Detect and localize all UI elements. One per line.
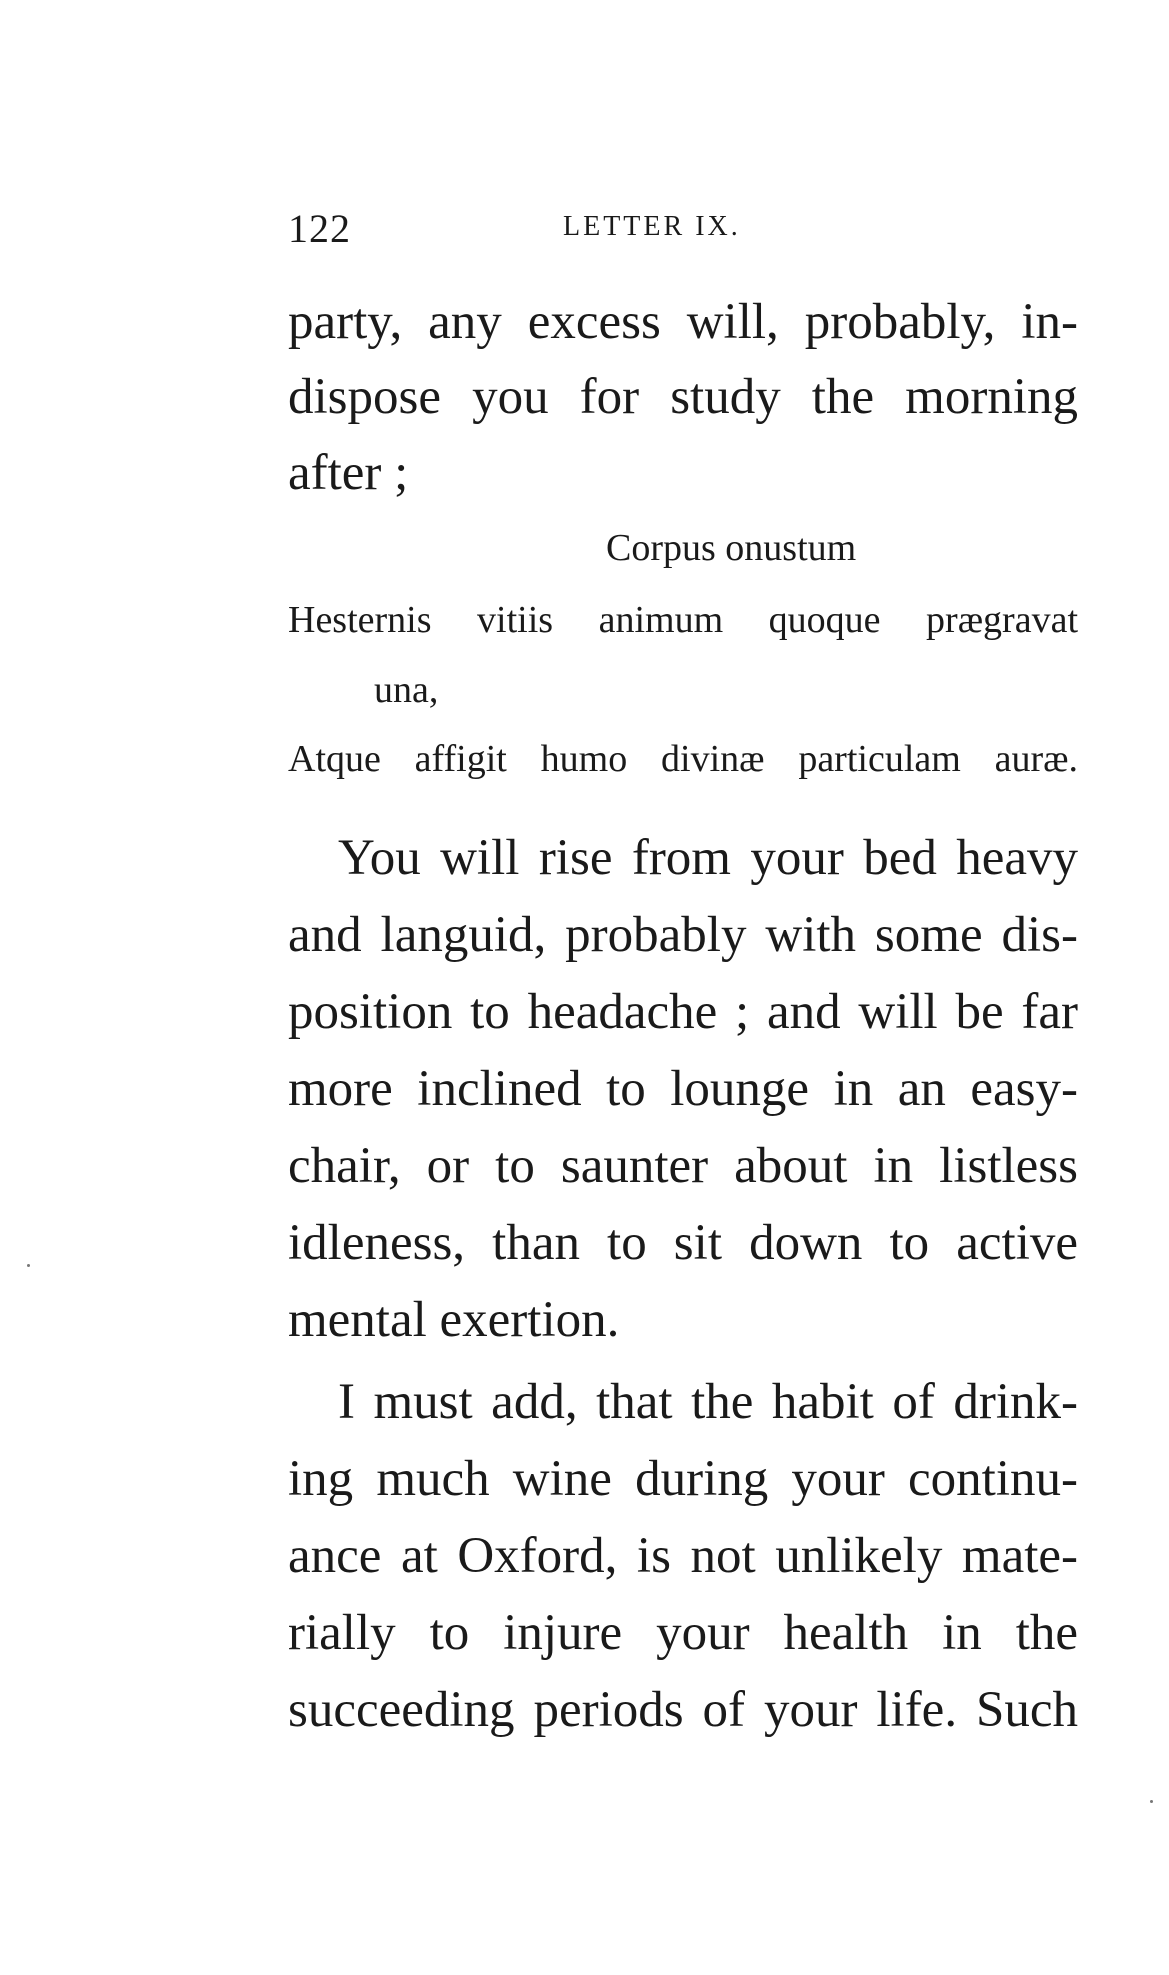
paragraph-2-line: idleness, than to sit down to active — [288, 1215, 1078, 1271]
paragraph-3-line: ing much wine during your continu- — [288, 1451, 1078, 1507]
verse-line: Atque affigit humo divinæ particulam auræ. — [288, 738, 1078, 780]
scan-speck — [1150, 1800, 1153, 1803]
verse-line: Corpus onustum — [606, 527, 857, 569]
paragraph-3-line: succeeding periods of your life. Such — [288, 1682, 1078, 1738]
running-head: LETTER IX. — [563, 211, 741, 242]
page-number: 122 — [288, 206, 351, 251]
paragraph-2-line: and languid, probably with some dis- — [288, 907, 1078, 963]
page-header — [288, 205, 1078, 255]
scan-speck — [27, 1264, 30, 1267]
paragraph-2-line: position to headache ; and will be far — [288, 984, 1078, 1040]
paragraph-2-line: chair, or to saunter about in listless — [288, 1138, 1078, 1194]
paragraph-1-line: after ; — [288, 445, 409, 501]
paragraph-1-line: party, any excess will, probably, in- — [288, 294, 1078, 350]
verse-line: Hesternis vitiis animum quoque prægravat — [288, 599, 1078, 641]
paragraph-3-line: I must add, that the habit of drink- — [338, 1374, 1078, 1430]
paragraph-2-line: mental exertion. — [288, 1292, 620, 1348]
paragraph-2-line: more inclined to lounge in an easy- — [288, 1061, 1078, 1117]
paragraph-2-line: You will rise from your bed heavy — [338, 830, 1078, 886]
paragraph-1-line: dispose you for study the morning — [288, 369, 1078, 425]
paragraph-3-line: ance at Oxford, is not unlikely mate- — [288, 1528, 1078, 1584]
paragraph-3-line: rially to injure your health in the — [288, 1605, 1078, 1661]
verse-line: una, — [374, 669, 439, 711]
